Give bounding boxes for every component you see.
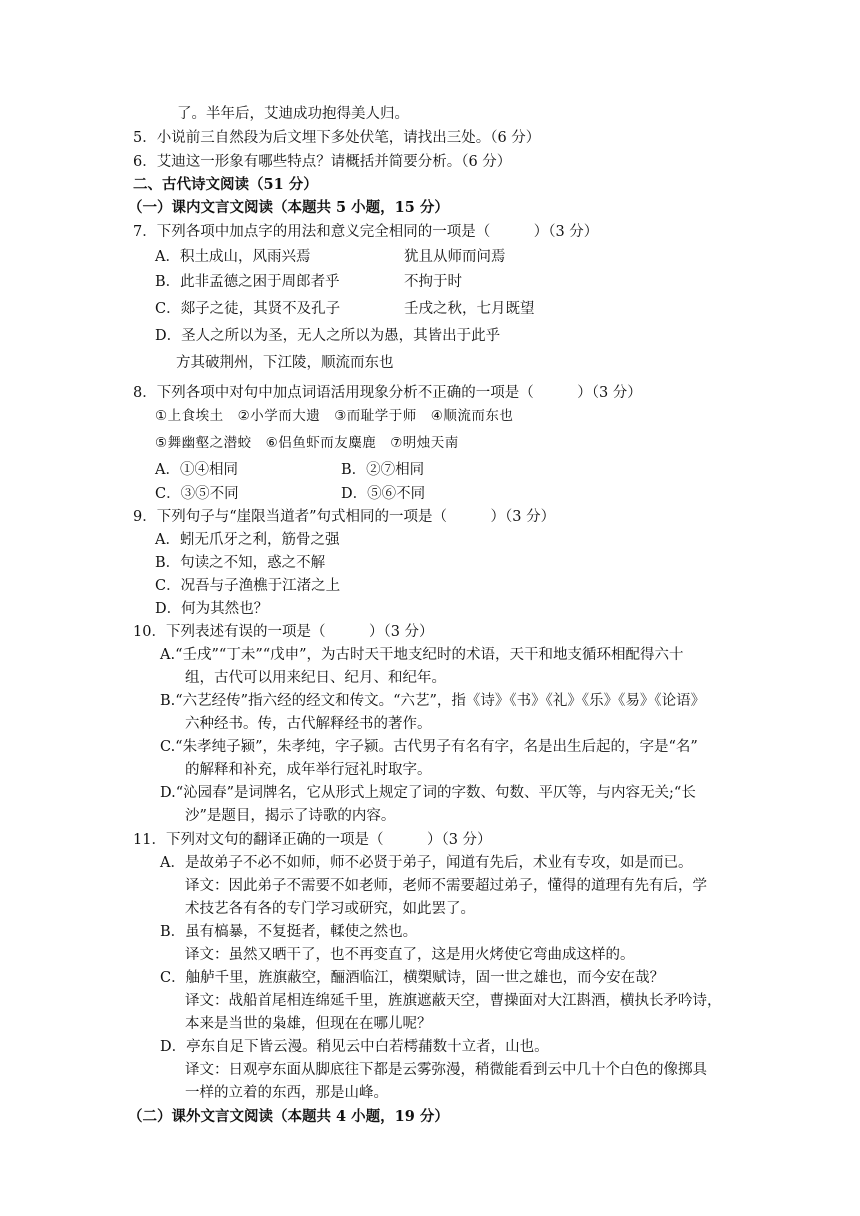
question-8-items-row1: ①上食埃土 ②小学而大遗 ③而耻学于师 ④顺流而东也	[155, 408, 514, 424]
option-10d-line1: D.“沁园春”是词牌名，它从形式上规定了词的字数、句数、平仄等，与内容无关;“长	[160, 785, 696, 801]
option-9b: B．句读之不知，惑之不解	[155, 555, 326, 571]
question-5: 5．小说前三自然段为后文埋下多处伏笔，请找出三处。（6 分）	[133, 130, 541, 146]
option-8d: D．⑤⑥不同	[341, 486, 426, 502]
option-10b-line2: 六种经书。传，古代解释经书的著作。	[185, 716, 432, 732]
subsection-heading-2: （二）课外文言文阅读（本题共 4 小题，19 分）	[128, 1108, 449, 1125]
option-11a-translation-line1: 译文：因此弟子不需要不如老师，老师不需要超过弟子，懂得的道理有先有后，学	[185, 878, 707, 894]
option-11a: A．是故弟子不必不如师，师不必贤于弟子，闻道有先后，术业有专攻，如是而已。	[160, 855, 693, 871]
option-9a: A．蚓无爪牙之利，筋骨之强	[155, 532, 340, 548]
option-11a-translation-line2: 术技艺各有各的专门学习或研究，如此罢了。	[185, 901, 475, 917]
option-10a-line2: 组，古代可以用来纪日、纪月、和纪年。	[185, 670, 446, 686]
option-9c: C．况吾与子渔樵于江渚之上	[155, 578, 341, 594]
question-7: 7．下列各项中加点字的用法和意义完全相同的一项是（ ）（3 分）	[133, 224, 599, 240]
option-11d: D．亭东自足下皆云漫。稍见云中白若樗蒱数十立者，山也。	[160, 1039, 549, 1055]
question-9: 9．下列句子与“崖限当道者”句式相同的一项是（ ）（3 分）	[133, 509, 556, 525]
option-8b: B．②⑦相同	[341, 462, 425, 478]
question-8: 8．下列各项中对句中加点词语活用现象分析不正确的一项是（ ）（3 分）	[133, 385, 642, 401]
option-7c-right: 壬戌之秋，七月既望	[404, 301, 535, 317]
option-11c-translation-line2: 本来是当世的枭雄，但现在在哪儿呢？	[185, 1016, 432, 1032]
option-11b-translation-line1: 译文：虽然又晒干了，也不再变直了，这是用火烤使它弯曲成这样的。	[185, 947, 635, 963]
option-8c: C．③⑤不同	[155, 486, 239, 502]
option-7a-right: 犹且从师而问焉	[404, 249, 506, 265]
option-7b-right: 不拘于时	[404, 274, 462, 290]
option-7a-left: A．积土成山，风雨兴焉	[155, 249, 311, 265]
text-line: 了。半年后，艾迪成功抱得美人归。	[177, 106, 409, 122]
option-8a: A．①④相同	[155, 462, 238, 478]
option-10c-line1: C.“朱孝纯子颍”，朱孝纯，字子颍。古代男子有名有字，名是出生后起的，字是“名”	[160, 739, 698, 755]
option-10c-line2: 的解释和补充，成年举行冠礼时取字。	[185, 762, 432, 778]
option-11c: C．舳舻千里，旌旗蔽空，酾酒临江，横槊赋诗，固一世之雄也，而今安在哉？	[160, 970, 665, 986]
option-11b: B．虽有槁暴，不复挺者，輮使之然也。	[160, 924, 418, 940]
section-heading-2: 二、古代诗文阅读（51 分）	[133, 176, 318, 193]
option-7d-line2: 方其破荆州，下江陵，顺流而东也	[176, 355, 394, 371]
option-10d-line2: 沙”是题目，揭示了诗歌的内容。	[185, 808, 396, 824]
option-7d-line1: D．圣人之所以为圣，无人之所以为愚，其皆出于此乎	[155, 328, 501, 344]
option-11c-translation-line1: 译文：战船首尾相连绵延千里，旌旗遮蔽天空，曹操面对大江斟酒，横执长矛吟诗，	[185, 993, 722, 1009]
option-11d-translation-line2: 一样的立着的东西，那是山峰。	[185, 1085, 388, 1101]
option-11d-translation-line1: 译文：日观亭东面从脚底往下都是云雾弥漫，稍微能看到云中几十个白色的像掷具	[185, 1062, 707, 1078]
subsection-heading-1: （一）课内文言文阅读（本题共 5 小题，15 分）	[128, 199, 449, 216]
question-6: 6．艾迪这一形象有哪些特点？请概括并简要分析。（6 分）	[133, 154, 512, 170]
option-7c-left: C．郯子之徒，其贤不及孔子	[155, 301, 341, 317]
option-9d: D．何为其然也？	[155, 601, 269, 617]
question-8-items-row2: ⑤舞幽壑之潜蛟 ⑥侣鱼虾而友麋鹿 ⑦明烛天南	[155, 435, 459, 451]
option-10b-line1: B.“六艺经传”指六经的经文和传文。“六艺”，指《诗》《书》《礼》《乐》《易》《论语》	[160, 693, 706, 709]
question-11: 11．下列对文句的翻译正确的一项是（ ）（3 分）	[133, 832, 492, 848]
option-10a-line1: A.“壬戌”“丁未”“戊申”，为古时天干地支纪时的术语，天干和地支循环相配得六十	[160, 647, 684, 663]
question-10: 10．下列表述有误的一项是（ ）（3 分）	[133, 624, 434, 640]
option-7b-left: B．此非孟德之困于周郎者乎	[155, 274, 340, 290]
